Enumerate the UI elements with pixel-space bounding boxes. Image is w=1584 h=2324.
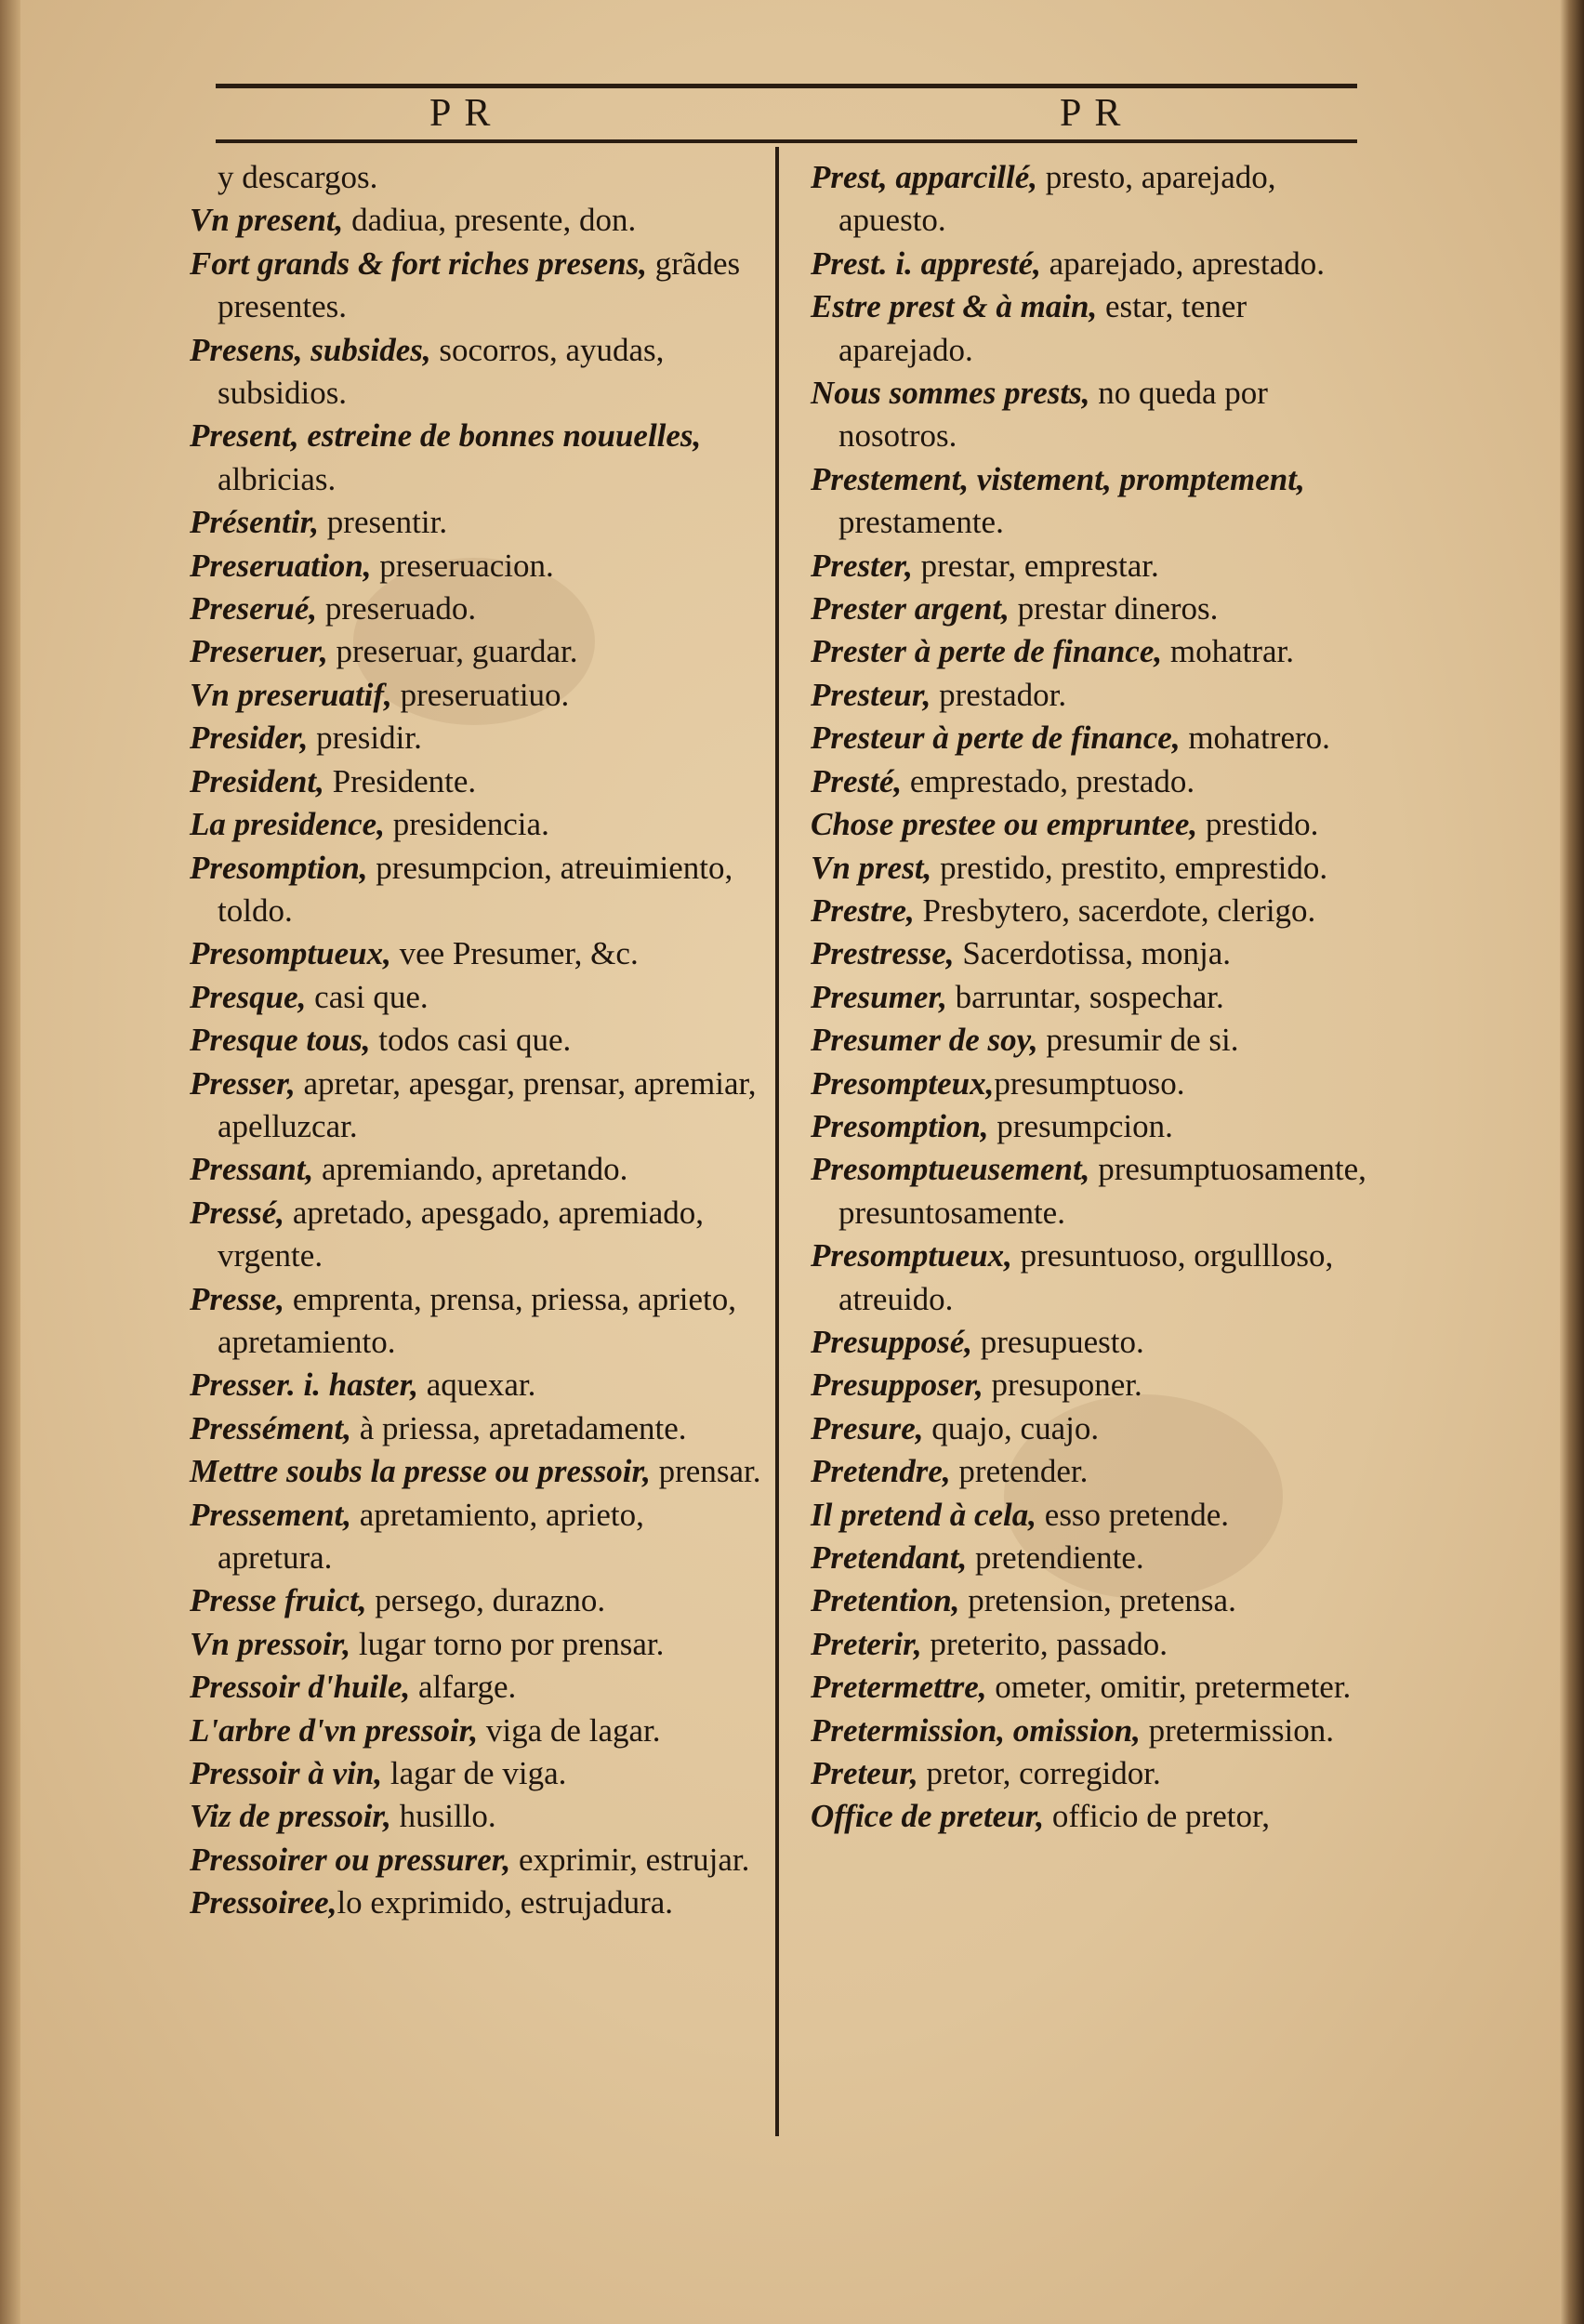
entry-translation: albricias. — [218, 460, 337, 497]
entry-translation: vee Presumer, &c. — [390, 935, 639, 972]
entry-headword: Prest. i. appresté, — [811, 244, 1041, 282]
entry-translation: presuponer. — [983, 1367, 1142, 1404]
dictionary-entry — [190, 932, 762, 975]
dictionary-entry — [190, 760, 762, 803]
entry-headword: Fort grands & fort riches presens, — [190, 244, 648, 282]
entry-headword: Presomption, — [190, 849, 368, 886]
entry-translation: emprenta, prensa, priessa, aprieto, apretamiento. — [218, 1280, 736, 1360]
entry-headword: Présentir, — [190, 504, 320, 541]
dictionary-entry — [811, 717, 1368, 759]
dictionary-entry — [811, 976, 1368, 1019]
dictionary-entry — [811, 1407, 1368, 1450]
entry-translation: socorros, ayudas, subsidios. — [218, 331, 665, 412]
entry-translation: no queda por nosotros. — [838, 375, 1268, 455]
entry-translation: aquexar. — [418, 1367, 536, 1404]
dictionary-entry — [811, 285, 1368, 372]
dictionary-entry — [190, 1882, 762, 1924]
dictionary-entry — [811, 1623, 1368, 1666]
dictionary-entry — [190, 1666, 762, 1709]
entry-translation: casi que. — [306, 978, 429, 1015]
dictionary-entry — [811, 1105, 1368, 1148]
entry-headword: Presomptueusement, — [811, 1151, 1090, 1188]
entry-headword: Pressé, — [190, 1194, 285, 1231]
entry-headword: Presque tous, — [190, 1022, 371, 1059]
entry-translation: mohatrero. — [1180, 720, 1330, 757]
entry-translation: prensar. — [650, 1453, 761, 1490]
running-head-right: PR — [1060, 92, 1134, 135]
entry-headword: Preterir, — [811, 1625, 922, 1662]
dictionary-entry — [190, 1063, 762, 1149]
entry-translation: estar, tener aparejado. — [838, 288, 1247, 368]
entry-translation: presentir. — [319, 504, 448, 541]
entry-headword: Preteur, — [811, 1755, 918, 1792]
dictionary-entry — [811, 372, 1368, 458]
entry-translation: presumpcion. — [988, 1107, 1173, 1144]
entry-translation: pretendiente. — [967, 1539, 1144, 1576]
entry-headword: Office de preteur, — [811, 1798, 1045, 1835]
dictionary-entry — [811, 1148, 1368, 1235]
entry-translation: husillo. — [390, 1798, 496, 1835]
dictionary-entry — [811, 803, 1368, 846]
entry-headword: Preseruer, — [190, 633, 328, 670]
entry-headword: President, — [190, 762, 324, 799]
dictionary-entry — [190, 630, 762, 673]
entry-headword: Nous sommes prests, — [811, 375, 1090, 412]
entry-headword: Prest, apparcillé, — [811, 159, 1037, 195]
entry-headword: La presidence, — [190, 806, 385, 843]
entry-headword: Prester argent, — [811, 590, 1010, 627]
entry-headword: Presumer, — [811, 978, 947, 1015]
entry-translation: preterito, passado. — [921, 1625, 1168, 1662]
page-edge-right — [1560, 0, 1584, 2324]
entry-translation: apremiando, apretando. — [313, 1151, 628, 1188]
entry-translation: pretermission. — [1140, 1711, 1334, 1749]
entry-headword: Vn present, — [190, 202, 344, 239]
dictionary-entry — [190, 199, 762, 242]
entry-headword: Vn pressoir, — [190, 1625, 351, 1662]
entry-headword: Viz de pressoir, — [190, 1798, 391, 1835]
entry-translation: presuntuoso, orgullloso, atreuido. — [838, 1237, 1334, 1317]
entry-headword: Pretermettre, — [811, 1669, 987, 1706]
entry-headword: Pressoiree, — [190, 1884, 337, 1921]
entry-headword: Pretendant, — [811, 1539, 968, 1576]
dictionary-entry — [811, 1364, 1368, 1406]
entry-headword: Pressant, — [190, 1151, 314, 1188]
entry-translation: preseruar, guardar. — [327, 633, 578, 670]
entry-headword: Presompteux, — [811, 1064, 995, 1102]
dictionary-entry — [190, 1579, 762, 1622]
dictionary-entry — [811, 1235, 1368, 1321]
entry-translation: prestido. — [1197, 806, 1319, 843]
entry-headword: Chose prestee ou empruntee, — [811, 806, 1198, 843]
entry-headword: Presté, — [811, 762, 903, 799]
column-divider — [775, 147, 779, 2136]
entry-translation: emprestado, prestado. — [902, 762, 1195, 799]
dictionary-entry — [811, 545, 1368, 588]
entry-translation: alfarge. — [410, 1669, 517, 1706]
entry-headword: Presumer de soy, — [811, 1022, 1038, 1059]
entry-translation: apretado, apesgado, apremiado, vrgente. — [218, 1194, 704, 1274]
entry-translation: y descargos. — [218, 159, 378, 195]
dictionary-entry — [811, 1666, 1368, 1709]
header-rule-bottom — [216, 139, 1357, 143]
dictionary-entry — [811, 847, 1368, 890]
entry-headword: L'arbre d'vn pressoir, — [190, 1711, 479, 1749]
entry-translation: lo exprimido, estrujadura. — [337, 1884, 674, 1921]
entry-translation: officio de pretor, — [1044, 1798, 1270, 1835]
dictionary-entry — [190, 501, 762, 544]
entry-headword: Presupposer, — [811, 1367, 983, 1404]
entry-translation: dadiua, presente, don. — [343, 202, 637, 239]
dictionary-entry — [190, 415, 762, 501]
entry-headword: Presteur, — [811, 676, 931, 713]
entry-translation: presidencia. — [384, 806, 549, 843]
entry-translation: pretender. — [950, 1453, 1089, 1490]
entry-translation: preseruatiuo. — [391, 676, 570, 713]
dictionary-entry — [190, 1192, 762, 1278]
entry-translation: presumir de si. — [1037, 1022, 1239, 1059]
entry-translation: presumpcion, atreuimiento, toldo. — [218, 849, 733, 929]
entry-headword: Preserué, — [190, 590, 318, 627]
dictionary-entry — [190, 976, 762, 1019]
dictionary-entry — [190, 1364, 762, 1406]
entry-translation: Presidente. — [323, 762, 477, 799]
entry-headword: Presse fruict, — [190, 1582, 367, 1619]
dictionary-entry — [190, 1148, 762, 1191]
entry-translation: preseruacion. — [371, 547, 554, 584]
entry-headword: Presser. i. haster, — [190, 1367, 419, 1404]
entry-translation: todos casi que. — [370, 1022, 572, 1059]
dictionary-entry — [190, 674, 762, 717]
entry-headword: Vn preseruatif, — [190, 676, 392, 713]
dictionary-entry — [811, 1321, 1368, 1364]
entry-translation: lugar torno por prensar. — [350, 1625, 665, 1662]
dictionary-entry — [190, 1795, 762, 1838]
entry-translation: presumptuoso. — [994, 1064, 1185, 1102]
dictionary-entry — [811, 630, 1368, 673]
entry-headword: Prester à perte de finance, — [811, 633, 1163, 670]
entry-translation: prestamente. — [838, 504, 1004, 541]
entry-headword: Presteur à perte de finance, — [811, 720, 1181, 757]
right-column — [811, 156, 1368, 1839]
dictionary-entry — [190, 243, 762, 329]
entry-headword: Vn prest, — [811, 849, 932, 886]
entry-headword: Estre prest & à main, — [811, 288, 1098, 325]
entry-translation: quajo, cuajo. — [923, 1409, 1100, 1446]
dictionary-entry — [190, 1450, 762, 1493]
dictionary-entry — [811, 243, 1368, 285]
entry-headword: Pressement, — [190, 1496, 352, 1533]
entry-headword: Presomptueux, — [811, 1237, 1012, 1274]
entry-headword: Pressoirer ou pressurer, — [190, 1841, 511, 1878]
entry-headword: Presomption, — [811, 1107, 989, 1144]
dictionary-entry — [811, 760, 1368, 803]
entry-translation: exprimir, estrujar. — [510, 1841, 750, 1878]
entry-translation: à priessa, apretadamente. — [351, 1409, 687, 1446]
dictionary-entry — [811, 1450, 1368, 1493]
entry-headword: Pretendre, — [811, 1453, 951, 1490]
entry-headword: Prestre, — [811, 891, 915, 929]
dictionary-entry — [190, 803, 762, 846]
entry-translation: preseruado. — [317, 590, 477, 627]
dictionary-entry — [811, 1537, 1368, 1579]
entry-translation: prestar dineros. — [1009, 590, 1219, 627]
dictionary-entry — [190, 717, 762, 759]
dictionary-entry — [811, 458, 1368, 545]
entry-headword: Presomptueux, — [190, 935, 391, 972]
page-edge-left — [0, 0, 20, 2324]
dictionary-entry — [190, 1710, 762, 1752]
dictionary-entry — [811, 1063, 1368, 1105]
entry-headword: Presider, — [190, 720, 309, 757]
dictionary-entry — [190, 588, 762, 630]
entry-headword: Pressoir d'huile, — [190, 1669, 411, 1706]
entry-headword: Presque, — [190, 978, 307, 1015]
running-head-left: PR — [429, 92, 504, 135]
dictionary-entry — [811, 156, 1368, 243]
dictionary-entry — [190, 1752, 762, 1795]
dictionary-entry — [811, 674, 1368, 717]
entry-headword: Presser, — [190, 1064, 296, 1102]
entry-translation: presupuesto. — [972, 1323, 1144, 1360]
dictionary-entry — [811, 1710, 1368, 1752]
entry-translation: esso pretende. — [1036, 1496, 1230, 1533]
dictionary-entry — [190, 1623, 762, 1666]
entry-translation: apretar, apesgar, prensar, apremiar, apelluzcar. — [218, 1064, 757, 1144]
entry-translation: presidir. — [308, 720, 422, 757]
entry-translation: presto, aparejado, apuesto. — [838, 159, 1276, 239]
entry-translation: barruntar, sospechar. — [946, 978, 1224, 1015]
entry-headword: Pressément, — [190, 1409, 352, 1446]
dictionary-entry — [190, 1494, 762, 1580]
entry-translation: Sacerdotissa, monja. — [954, 935, 1231, 972]
entry-headword: Prester, — [811, 547, 913, 584]
entry-headword: Preseruation, — [190, 547, 372, 584]
dictionary-entry — [811, 1752, 1368, 1795]
dictionary-entry — [811, 1795, 1368, 1838]
entry-translation: Presbytero, sacerdote, clerigo. — [914, 891, 1316, 929]
dictionary-entry — [190, 156, 762, 199]
dictionary-entry — [811, 1494, 1368, 1537]
dictionary-entry — [811, 932, 1368, 975]
entry-headword: Presure, — [811, 1409, 924, 1446]
entry-translation: prestar, emprestar. — [912, 547, 1159, 584]
dictionary-entry — [811, 1019, 1368, 1062]
left-column — [190, 156, 762, 1925]
entry-translation: aparejado, aprestado. — [1040, 244, 1326, 282]
entry-translation: pretension, pretensa. — [959, 1582, 1236, 1619]
entry-translation: apretamiento, aprieto, apretura. — [218, 1496, 644, 1576]
entry-translation: mohatrar. — [1162, 633, 1295, 670]
entry-translation: prestido, prestito, emprestido. — [931, 849, 1328, 886]
entry-headword: Present, estreine de bonnes nouuelles, — [190, 417, 702, 455]
entry-headword: Prestresse, — [811, 935, 955, 972]
entry-translation: pretor, corregidor. — [917, 1755, 1161, 1792]
entry-headword: Presens, subsides, — [190, 331, 431, 368]
entry-headword: Il pretend à cela, — [811, 1496, 1037, 1533]
entry-headword: Presse, — [190, 1280, 285, 1317]
entry-translation: prestador. — [931, 676, 1067, 713]
entry-headword: Prestement, vistement, promptement, — [811, 460, 1305, 497]
dictionary-entry — [190, 545, 762, 588]
dictionary-entry — [190, 329, 762, 416]
entry-headword: Pretention, — [811, 1582, 960, 1619]
entry-translation: viga de lagar. — [478, 1711, 661, 1749]
entry-headword: Presupposé, — [811, 1323, 973, 1360]
entry-translation: persego, durazno. — [366, 1582, 606, 1619]
dictionary-entry — [190, 1278, 762, 1365]
entry-translation: lagar de viga. — [382, 1755, 567, 1792]
header-rule-top — [216, 84, 1357, 88]
entry-headword: Mettre soubs la presse ou pressoir, — [190, 1453, 651, 1490]
entry-translation: presumptuosamente, presuntosamente. — [838, 1151, 1366, 1231]
dictionary-entry — [190, 847, 762, 933]
dictionary-entry — [190, 1839, 762, 1882]
dictionary-entry — [811, 1579, 1368, 1622]
dictionary-entry — [811, 588, 1368, 630]
entry-translation: ometer, omitir, pretermeter. — [986, 1669, 1352, 1706]
dictionary-entry — [811, 890, 1368, 932]
entry-translation: grãdes presentes. — [218, 244, 741, 325]
dictionary-entry — [190, 1407, 762, 1450]
dictionary-entry — [190, 1019, 762, 1062]
entry-headword: Pretermission, omission, — [811, 1711, 1141, 1749]
entry-headword: Pressoir à vin, — [190, 1755, 383, 1792]
